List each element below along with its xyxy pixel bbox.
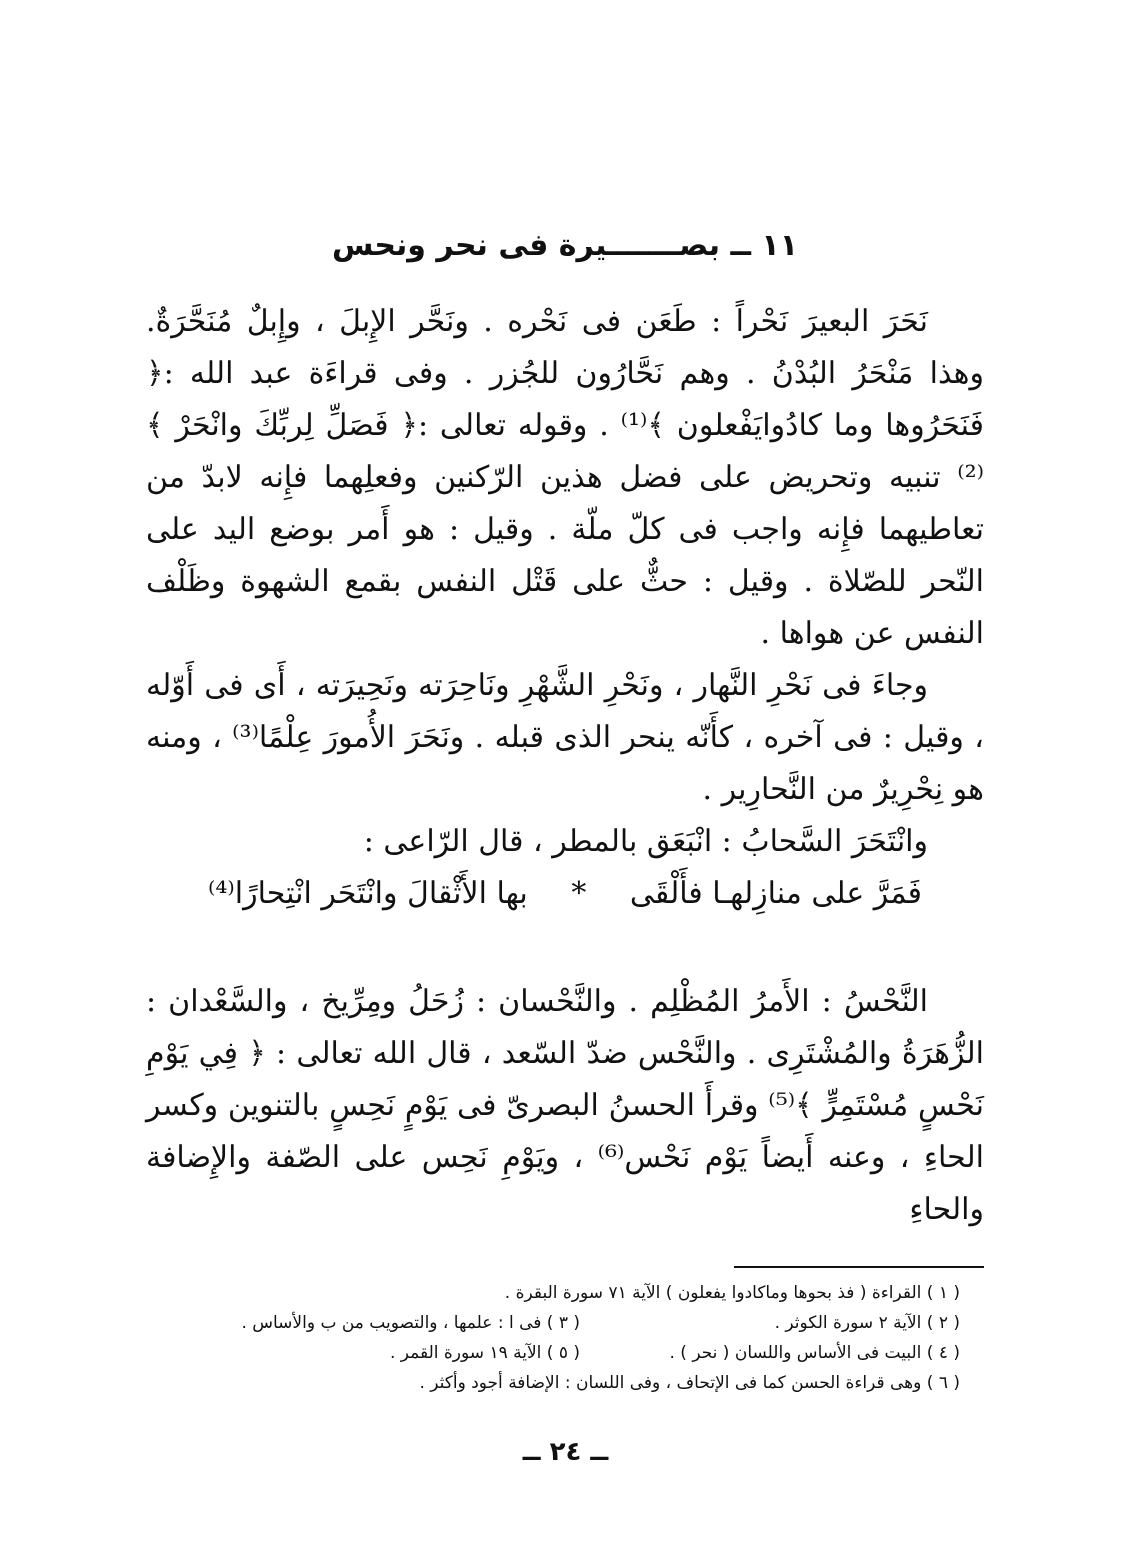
footnote-2: ( ٢ ) الآية ٢ سورة الكوثر .	[774, 1313, 960, 1333]
footnote-row	[200, 1338, 960, 1368]
verse-separator: *	[571, 876, 587, 911]
footnote-row	[200, 1368, 960, 1398]
footnote-3: ( ٣ ) فى ا : علمها ، والتصويب من ب والأساس .	[241, 1313, 580, 1333]
paragraph-nahr-definition: نَحَرَ البعيرَ نَحْراً : طَعَن فى نَحْره . ونَحَّر الإِبلَ ، وإِبلٌ مُنَحَّرَةٌ. وهذا مَنْحَرُ البُدْنُ . وهم نَحَّارُون للجُزر . وفى قراءَة عبد الله :﴿ فَنَحَرُوها وما كادُوايَفْعلون ﴾⁽¹⁾ . وقوله تعالى :﴿ فَصَلِّ لِربِّكَ وانْحَرْ ﴾⁽²⁾ تنبيه وتحريض على فضل هذين الرّكنين وفعلِهما فإِنه لابدّ من تعاطيهما فإِنه واجب فى كلّ ملّة . وقيل : هو أَمر بوضع اليد على النّحر للصّلاة . وقيل : حثٌّ على قَتْل النفس بقمع الشهوة وظَلْف النفس عن هواها .	[146, 304, 985, 651]
verse-hemistich-1: فَمَرَّ على منازِلهـا فأَلْقَى	[629, 876, 923, 911]
footnote-row	[200, 1308, 960, 1338]
footnote-6: ( ٦ ) وهى قراءة الحسن كما فى الإتحاف ، وفى اللسان : الإضافة أجود وأكثر .	[419, 1373, 960, 1393]
footnote-1: ( ١ ) القراءة ( فذ بحوها وماكادوا يفعلون ) الآية ٧١ سورة البقرة .	[504, 1283, 960, 1303]
footnote-4: ( ٤ ) البيت فى الأساس واللسان ( نحر ) .	[669, 1343, 960, 1363]
page-number: ــ ٢٤ ــ	[522, 1437, 609, 1467]
paragraph-intahar-sahab: وانْتَحَرَ السَّحابُ : انْبَعَق بالمطر ، قال الرّاعى :	[363, 824, 928, 859]
chapter-title: ١١ ــ بصـــــــيرة فى نحر ونحس	[331, 228, 799, 263]
footnotes	[200, 1278, 960, 1398]
paragraph-nahr-nahar: وجاءَ فى نَحْرِ النَّهار ، ونَحْرِ الشَّهْرِ ونَاحِرَته ونَحِيرَته ، أَى فى أَوّله ، وقيل : فى آخره ، كأَنّه ينحر الذى قبله . ونَحَرَ الأُمورَ عِلْمًا⁽³⁾ ، ومنه هو نِحْرِيرٌ من النَّحارِير .	[146, 668, 984, 807]
poetry-verse	[146, 868, 984, 920]
footnote-row	[200, 1278, 960, 1308]
footnote-5: ( ٥ ) الآية ١٩ سورة القمر .	[389, 1343, 580, 1363]
main-text	[146, 296, 984, 1236]
footnote-divider	[734, 1266, 984, 1268]
verse-hemistich-2: بها الأَثْقالَ وانْتَحَر انْتِحارًا⁽⁴⁾	[207, 876, 528, 911]
paragraph-nahs-definition: النَّحْسُ : الأَمرُ المُظْلِم . والنَّحْسان : زُحَلُ ومِرِّيخ ، والسَّعْدان : الزُّهَرَةُ والمُشْتَرِى . والنَّحْس ضدّ السّعد ، قال الله تعالى : ﴿ فِي يَوْمِ نَحْسٍ مُسْتَمِرٍّ ﴾⁽⁵⁾ وقرأَ الحسنُ البصرىّ فى يَوْمٍ نَحِسٍ بالتنوين وكسر الحاءِ ، وعنه أَيضاً يَوْم نَحْس⁽⁶⁾ ، ويَوْمِ نَحِس على الصّفة والإِضافة والحاءِ	[146, 984, 984, 1227]
section-gap	[146, 920, 984, 976]
